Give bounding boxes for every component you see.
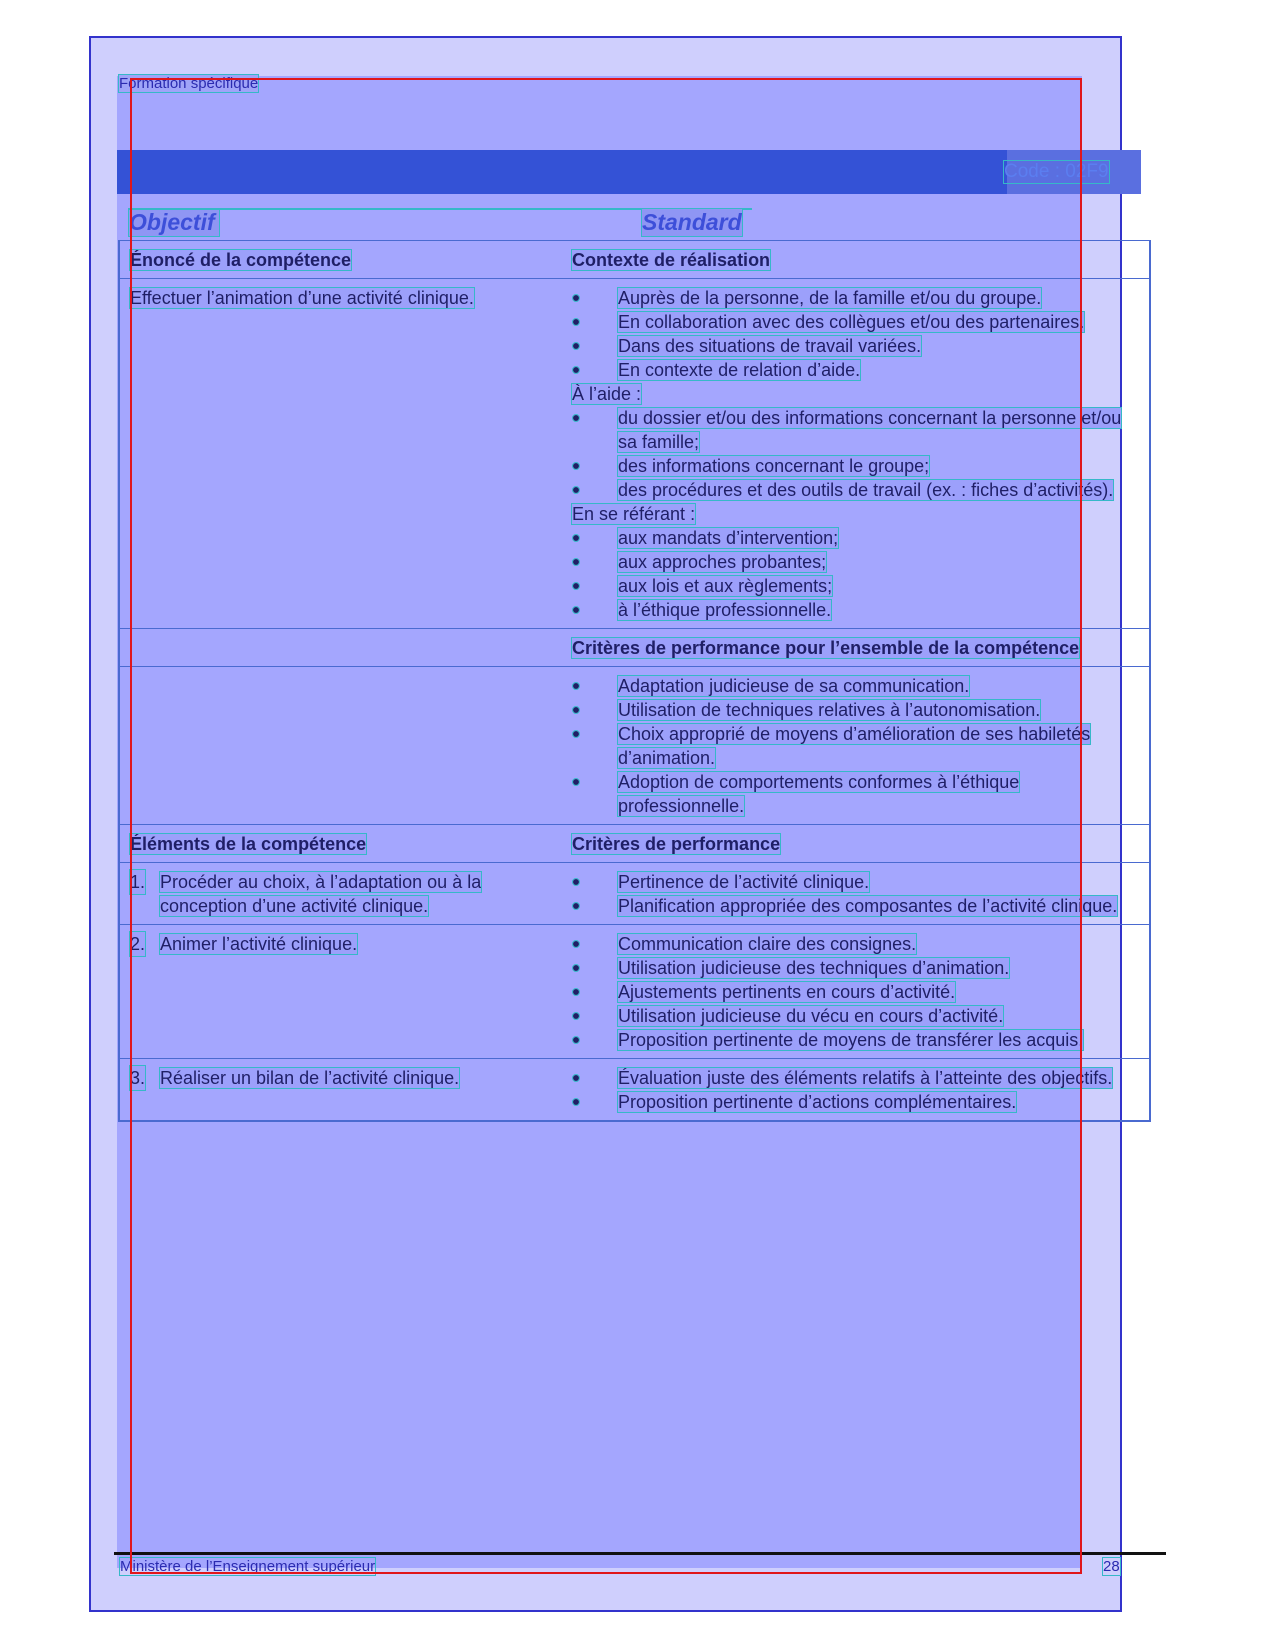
element-number: 3. <box>130 1068 146 1088</box>
col1-title: Énoncé de la compétence <box>130 250 352 270</box>
contexte-item-text: aux lois et aux règlements; <box>618 576 833 596</box>
bullet-icon <box>573 1037 579 1043</box>
bullet-icon <box>573 903 579 909</box>
contexte-subheading <box>572 382 1139 406</box>
critere-item-text: Communication claire des consignes. <box>618 934 917 954</box>
element-text: Réaliser un bilan de l’activité clinique. <box>160 1068 460 1088</box>
contexte-item <box>572 406 1139 454</box>
bullet-icon <box>573 607 579 613</box>
standard-heading: Standard <box>642 209 742 235</box>
element-criteres-list <box>572 870 1139 918</box>
bullet-icon <box>573 583 579 589</box>
contexte-item-text: des procédures et des outils de travail (ex. : fiches d’activités). <box>618 480 1114 500</box>
bullet-icon <box>573 1013 579 1019</box>
bullet-icon <box>573 731 579 737</box>
contexte-item <box>572 334 1139 358</box>
criteres-ensemble-title: Critères de performance pour l’ensemble de la compétence <box>572 638 1080 658</box>
critere-item-text: Évaluation juste des éléments relatifs à l’atteinte des objectifs. <box>618 1068 1113 1088</box>
section-header: Formation spécifique <box>119 75 259 92</box>
contexte-item <box>572 358 1139 382</box>
contexte-item <box>572 598 1139 622</box>
contexte-item-text: Dans des situations de travail variées. <box>618 336 922 356</box>
critere-ensemble-item <box>572 698 1139 722</box>
critere-item-text: Utilisation judicieuse des techniques d’animation. <box>618 958 1010 978</box>
critere-item-text: Planification appropriée des composantes de l’activité clinique. <box>618 896 1118 916</box>
critere-item <box>572 894 1139 918</box>
bullet-icon <box>573 487 579 493</box>
contexte-item <box>572 550 1139 574</box>
contexte-item <box>572 574 1139 598</box>
critere-ensemble-item <box>572 674 1139 698</box>
contexte-item-text: En collaboration avec des collègues et/ou des partenaires. <box>618 312 1085 332</box>
footer-page-number: 28 <box>1103 1558 1120 1575</box>
col2-title: Contexte de réalisation <box>572 250 771 270</box>
bullet-icon <box>573 343 579 349</box>
bullet-icon <box>573 965 579 971</box>
contexte-item-text: aux mandats d’intervention; <box>618 528 839 548</box>
contexte-item <box>572 310 1139 334</box>
critere-ensemble-item-text: Utilisation de techniques relatives à l’autonomisation. <box>618 700 1041 720</box>
contexte-item-text: Auprès de la personne, de la famille et/ou du groupe. <box>618 288 1042 308</box>
bullet-icon <box>573 295 579 301</box>
table-row-criteres-ensemble <box>119 667 1150 825</box>
element-number: 2. <box>130 934 146 954</box>
bullet-icon <box>573 879 579 885</box>
table-row-elements-header <box>119 825 1150 863</box>
code-bar <box>117 150 1141 194</box>
bullet-icon <box>573 707 579 713</box>
table-row-contexte <box>119 279 1150 629</box>
critere-item <box>572 980 1139 1004</box>
critere-item <box>572 1090 1139 1114</box>
critere-ensemble-item <box>572 722 1139 770</box>
contexte-item <box>572 286 1139 310</box>
contexte-item-text: des informations concernant le groupe; <box>618 456 930 476</box>
contexte-item-text: du dossier et/ou des informations concernant la personne et/ou sa famille; <box>618 408 1122 452</box>
bullet-icon <box>573 941 579 947</box>
contexte-item-text: à l’éthique professionnelle. <box>618 600 832 620</box>
bullet-icon <box>573 367 579 373</box>
critere-item-text: Ajustements pertinents en cours d’activité. <box>618 982 956 1002</box>
criteres-title: Critères de performance <box>572 834 781 854</box>
critere-item <box>572 1028 1139 1052</box>
critere-item-text: Proposition pertinente d’actions complémentaires. <box>618 1092 1017 1112</box>
bullet-icon <box>573 535 579 541</box>
critere-item <box>572 870 1139 894</box>
bullet-icon <box>573 779 579 785</box>
contexte-item-text: aux approches probantes; <box>618 552 827 572</box>
element-text: Procéder au choix, à l’adaptation ou à la conception d’une activité clinique. <box>160 872 482 916</box>
element-item <box>130 870 558 918</box>
criteres-ensemble-list <box>572 674 1139 818</box>
bullet-icon <box>573 683 579 689</box>
critere-ensemble-item-text: Choix approprié de moyens d’amélioration de ses habiletés d’animation. <box>618 724 1091 768</box>
element-criteres-list <box>572 1066 1139 1114</box>
critere-ensemble-item <box>572 770 1139 818</box>
critere-item-text: Utilisation judicieuse du vécu en cours d’activité. <box>618 1006 1004 1026</box>
bullet-icon <box>573 463 579 469</box>
element-item <box>130 1066 558 1090</box>
contexte-item <box>572 526 1139 550</box>
bullet-icon <box>573 559 579 565</box>
contexte-list <box>572 286 1139 622</box>
bullet-icon <box>573 1099 579 1105</box>
objectif-heading: Objectif <box>129 209 219 236</box>
code-label: Code : 02F9 <box>1004 161 1109 182</box>
bullet-icon <box>573 989 579 995</box>
critere-item <box>572 1066 1139 1090</box>
element-criteres-list <box>572 932 1139 1052</box>
critere-item-text: Pertinence de l’activité clinique. <box>618 872 870 892</box>
contexte-item <box>572 478 1139 502</box>
critere-item-text: Proposition pertinente de moyens de transférer les acquis. <box>618 1030 1084 1050</box>
critere-item <box>572 956 1139 980</box>
contexte-subheading <box>572 502 1139 526</box>
contexte-item <box>572 454 1139 478</box>
footer-rule <box>114 1552 1166 1555</box>
element-row <box>119 925 1150 1059</box>
elements-title: Éléments de la compétence <box>130 834 367 854</box>
competence-table <box>118 240 1151 1122</box>
elements-body <box>119 863 1150 1122</box>
element-row <box>119 863 1150 925</box>
critere-item <box>572 932 1139 956</box>
bullet-icon <box>573 319 579 325</box>
competence-statement: Effectuer l’animation d’une activité clinique. <box>130 288 474 308</box>
critere-item <box>572 1004 1139 1028</box>
element-item <box>130 932 558 956</box>
table-header-row <box>119 241 1150 279</box>
critere-ensemble-item-text: Adoption de comportements conformes à l’éthique professionnelle. <box>618 772 1020 816</box>
bullet-icon <box>573 415 579 421</box>
contexte-subheading-text: À l’aide : <box>572 384 642 404</box>
contexte-item-text: En contexte de relation d’aide. <box>618 360 861 380</box>
table-row-criteres-title <box>119 629 1150 667</box>
contexte-subheading-text: En se référant : <box>572 504 696 524</box>
element-number: 1. <box>130 872 146 892</box>
footer-ministry: Ministère de l’Enseignement supérieur <box>120 1558 376 1575</box>
critere-ensemble-item-text: Adaptation judicieuse de sa communication. <box>618 676 970 696</box>
element-text: Animer l’activité clinique. <box>160 934 358 954</box>
element-row <box>119 1059 1150 1122</box>
bullet-icon <box>573 1075 579 1081</box>
